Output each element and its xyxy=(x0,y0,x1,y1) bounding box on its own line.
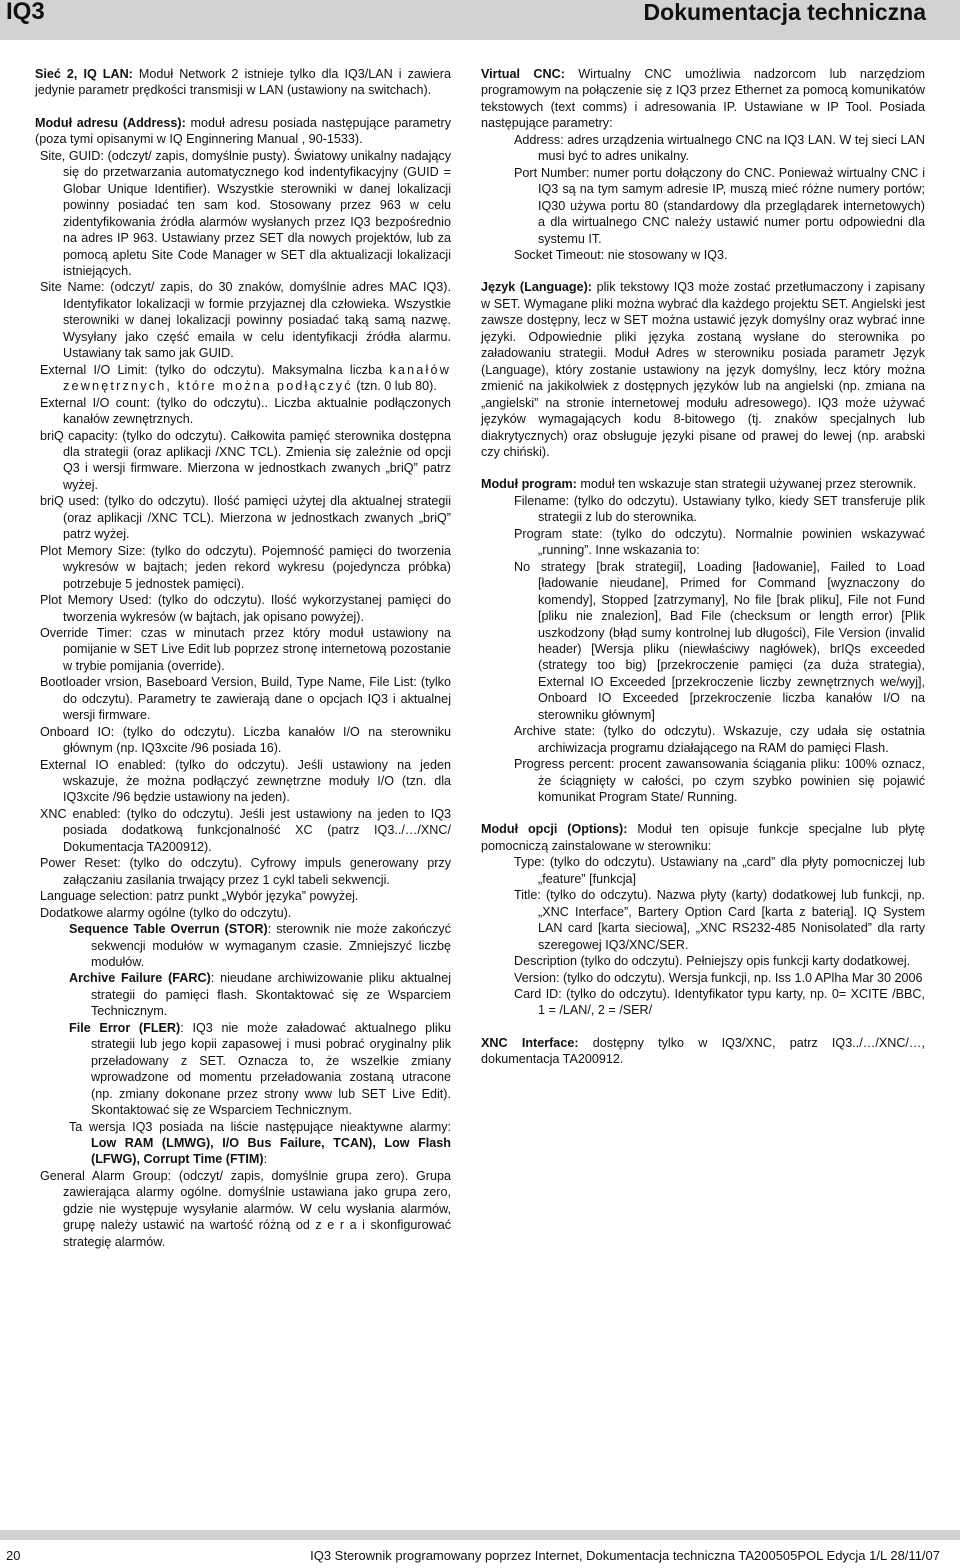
alarm-stor-title: Sequence Table Overrun (STOR) xyxy=(69,922,268,937)
virtual-cnc-text: Wirtualny CNC umożliwia nadzorcom lub narzędziom programowym na połączenie się z IQ3 przez Ethernet za pomocą komunikatów tekstowych (text comms) i adresowania IP. Ustawiane w IP Tool. Posiada następujące parametry: xyxy=(481,67,925,131)
briq-capacity-param: briQ capacity: (tylko do odczytu). Całkowita pamięć sterownika dostępna dla strategii (oraz aplikacji /XNC TCL). Zmienia się zależnie od opcji Q3 i wersji firmware. Mierzona w jednostkach zwanych „briQ” patrz wyżej. xyxy=(40,428,451,492)
program-state-values: No strategy [brak strategii], Loading [ładowanie], Failed to Load [ładowanie nieudane], Primed for Command [wyznaczony do komendy], Stopped [zatrzymany], No file [brak pliku], File not Fund [pliku nie znalezion], Bad File (checksum or length error) [Plik uszkodzony (błąd sumy kontrolnej lub długości), File Version (invalid header) [Wersja pliku (niewłaściwy nagłówek), brIQs exceeded (strategy too big) [przekroczenie pamięci (za duża strategia), External IO Exceeded [przekroczenie liczby zewnętrznych we/wyj], Onboard IO Exceeded [przekroczenie liczba kanałów I/O na sterowniku głównym] xyxy=(514,559,925,722)
plot-memory-used-param: Plot Memory Used: (tylko do odczytu). Ilość wykorzystanej pamięci do tworzenia wykresów (w bajtach, jak opisano powyżej). xyxy=(40,593,451,624)
options-title: Title: (tylko do odczytu). Nazwa płyty (karty) dodatkowej lub funkcji, np. „XNC Interface”, Bartery Option Card [karta z baterią]. IQ System LAN card [karta sieciowa], „XNC RS232-485 Nonisolated” dla rarty szeregowej IQ3/XNC/SER. xyxy=(514,888,925,952)
options-module-title: Moduł opcji (Options): xyxy=(481,822,638,837)
options-version: Version: (tylko do odczytu). Wersja funkcji, np. Iss 1.0 APlha Mar 30 2006 xyxy=(514,970,923,985)
inactive-alarms-text-a: Ta wersja IQ3 posiada na liście następujące nieaktywne alarmy: xyxy=(69,1119,451,1134)
bootloader-param: Bootloader vrsion, Baseboard Version, Build, Type Name, File List: (tylko do odczytu). Parametry te zawierają dane o opcjach IQ3 i aktualnej wersji firmware. xyxy=(40,675,451,723)
virtual-cnc-title: Virtual CNC: xyxy=(481,67,579,81)
alarm-farc-title: Archive Failure (FARC) xyxy=(69,971,211,986)
language-selection-param: Language selection: patrz punkt „Wybór języka” powyżej. xyxy=(40,889,359,904)
general-alarm-text-a: General Alarm Group: (odczyt/ zapis, domyślnie grupa zero). Grupa zawierająca alarmy ogólne. domyślnie ustawiana jako grupa zero, gdzie nie występuje wysyłanie alarmów. W celu wysłania alarmów, grupę należy ustawić na wartość różną od xyxy=(40,1168,451,1233)
language-text: plik tekstowy IQ3 może zostać przetłumaczony i zapisany w SET. Wymagane pliki można wybrać dla każdego projektu SET. Angielski jest zawsze dostępny, lecz w SET można ustawić język domyślny oraz wybrać inne języki. Odpowiednie pliki języka zostaną wysłane do sterownika po załadowaniu strategii. Moduł Adres w sterowniku posiada parametr Język (Language), który zostanie ustawiony na język domyślny, lecz który można zmienić na jakikolwiek z dostępnych języków lub na angielski (np. zmiana na „angielski” na stronie internetowej modułu adresowego). IQ3 może używać języków wymagających kodu 8-bitowego (tj. znaków specjalnych lub diakrytycznych) oraz obsługuje języki pisane od prawej do lewej (np. arabski czy chiński). xyxy=(481,280,925,459)
general-alarm-group-param xyxy=(35,1168,451,1250)
header-document-type: Dokumentacja techniczna xyxy=(643,0,926,25)
external-io-enabled-param: External IO enabled: (tylko do odczytu). Jeśli ustawiony na jeden wskazuje, że można podłączyć zewnętrzne moduły I/O (tzn. dla IQ3xcite /96 będzie ustawiony na jeden). xyxy=(40,757,451,805)
address-module-title: Moduł adresu (Address): xyxy=(35,115,191,130)
site-guid-param: Site, GUID: (odczyt/ zapis, domyślnie pusty). Światowy unikalny nadający się do przetwarzania automatycznego kod indentyfikacyjny (GUID = Globar Unique Identifier). Wszystkie sterowniki w danej lokalizacji powinny posiadać ten sam kod. Stosowany przez 963 w celu zidentyfikowania źródła alarmów wysłanych przez IQ3 bezpośrednio na adres IP 963. Ustawiany przez SET dla nowych projektów, lub za pomocą apletu Site Code Manager w SET dla aktualizacji lokalizacji istniejących. xyxy=(40,148,451,278)
program-progress-percent: Progress percent: procent zawansowania ściągania pliku: 100% oznacz, że ściągnięty w całości, po czym szybko powinien się pojawić komunikat Program State/ Running. xyxy=(514,757,925,805)
power-reset-param: Power Reset: (tylko do odczytu). Cyfrowy impuls generowany przy załączaniu zasilania trwający przez 1 cykl tabeli sekwencji. xyxy=(40,856,451,887)
xnc-interface-paragraph xyxy=(481,1035,925,1068)
language-paragraph xyxy=(481,279,925,460)
network2-text: Moduł Network 2 istnieje tylko dla IQ3/LAN i zawiera jedynie parametr prędkości transmisji w LAN (ustawiony na switchach). xyxy=(35,67,451,98)
site-name-param: Site Name: (odczyt/ zapis, do 30 znaków, domyślnie adres MAC IQ3). Identyfikator lokalizacji w formie przyjaznej dla człowieka. Wszystkie sterowniki w danej lokalizacji powinny posiadać taką samą nazwę. Wysyłany jako część emaila w celu identyfikacji źródła alarmu. Ustawiany tak samo jak GUID. xyxy=(40,280,451,361)
onboard-io-param: Onboard IO: (tylko do odczytu). Liczba kanałów I/O na sterowniku głównym (np. IQ3xcite /96 posiada 16). xyxy=(40,724,451,756)
virtual-cnc-paragraph xyxy=(481,66,925,132)
language-title: Język (Language): xyxy=(481,280,597,295)
alarm-stor-text: : sterownik nie może zakończyć sekwencji modułów w wymaganym czasie. Zmniejszyć liczbę modułów. xyxy=(91,922,451,970)
options-description: Description (tylko do odczytu). Pełniejszy opis funkcji karty dodatkowej. xyxy=(514,954,911,969)
inactive-alarms-text-c: : xyxy=(263,1152,268,1167)
plot-memory-size-param: Plot Memory Size: (tylko do odczytu). Pojemność pamięci do tworzenia wykresów w bajtach; jeden rekord wykresu (pojedyncza próbka) potrzebuje 5 jednostek pamięci). xyxy=(40,543,451,591)
footer-document-info: IQ3 Sterownik programowany poprzez Internet, Dokumentacja techniczna TA200505POL Edycja 1/L 28/11/07 xyxy=(310,1548,940,1563)
address-module-text: moduł adresu posiada następujące parametry (poza tymi opisanymi w IQ Enginnering Manual , 90-1533). xyxy=(35,115,452,147)
program-state: Program state: (tylko do odczytu). Normalnie powinien wskazywać „running”. Inne wskazania to: xyxy=(514,526,925,558)
alarm-fler xyxy=(35,1020,451,1119)
program-filename: Filename: (tylko do odczytu). Ustawiany tylko, kiedy SET transferuje plik strategii z lub do sterownika. xyxy=(514,493,925,525)
external-io-limit-text-c: (tzn. 0 lub 80). xyxy=(352,379,437,394)
options-card-id: Card ID: (tylko do odczytu). Identyfikator typu karty, np. 0= XCITE /BBC, 1 = /LAN/, 2 = /SER/ xyxy=(514,987,925,1018)
options-module-paragraph xyxy=(481,821,925,854)
alarm-farc-text: : nieudane archiwizowanie pliku aktualnej strategii do pamięci flash. Skontaktować się ze Wsparciem Technicznym. xyxy=(91,971,451,1019)
alarm-fler-title: File Error (FLER) xyxy=(69,1020,181,1035)
network2-title: Sieć 2, IQ LAN: xyxy=(35,67,139,81)
options-module-text: Moduł ten opisuje funkcje specjalne lub płytę pomocniczą zainstalowane w sterowniku: xyxy=(481,822,925,853)
header-product-name: IQ3 xyxy=(6,0,45,25)
page-header xyxy=(0,0,960,40)
inactive-alarms-list: Low RAM (LMWG), I/O Bus Failure, TCAN), Low Flash (LFWG), Corrupt Time (FTIM) xyxy=(91,1136,451,1167)
address-module-paragraph xyxy=(35,115,451,148)
virtual-cnc-address: Address: adres urządzenia wirtualnego CNC na IQ3 LAN. W tej sieci LAN musi być to adres unikalny. xyxy=(514,132,925,164)
options-type: Type: (tylko do odczytu). Ustawiany na „card” dla płyty pomocniczej lub „feature” [funkcja] xyxy=(514,855,925,886)
general-alarm-text-c: i skonfigurować strategię alarmów. xyxy=(63,1218,451,1249)
override-timer-param: Override Timer: czas w minutach przez który moduł ustawiony na pomijanie w SET Live Edit lub poprzez stronę internetową pozostanie w trybie pomijania (override). xyxy=(40,625,451,673)
extra-alarms-param: Dodatkowe alarmy ogólne (tylko do odczytu). xyxy=(40,905,292,920)
xnc-enabled-param: XNC enabled: (tylko do odczytu). Jeśli jest ustawiony na jeden to IQ3 posiada dodatkową funkcjonalność XC (patrz IQ3../…/XNC/ Dokumentacja TA200912). xyxy=(40,806,451,854)
page-footer xyxy=(0,1548,960,1568)
xnc-interface-text: dostępny tylko w IQ3/XNC, patrz IQ3../…/XNC/…, dokumentacja TA200912. xyxy=(481,1035,925,1067)
external-io-limit-param xyxy=(35,362,451,395)
page-number: 20 xyxy=(6,1548,21,1563)
inactive-alarms-note xyxy=(35,1119,451,1168)
program-module-title: Moduł program: xyxy=(481,477,581,492)
left-column xyxy=(35,66,451,1250)
xnc-interface-title: XNC Interface: xyxy=(481,1035,593,1050)
external-io-count-param: External I/O count: (tylko do odczytu).. Liczba aktualnie podłączonych kanałów zewnętrznych. xyxy=(40,395,451,427)
general-alarm-text-b: z e r a xyxy=(315,1218,357,1233)
external-io-limit-text-b: kanałów zewnętrznych, które można podłączyć xyxy=(63,362,451,394)
program-module-paragraph xyxy=(481,476,925,492)
external-io-limit-text-a: External I/O Limit: (tylko do odczytu). Maksymalna liczba xyxy=(40,362,390,377)
briq-used-param: briQ used: (tylko do odczytu). Ilość pamięci użytej dla aktualnej strategii (oraz aplikacji /XNC TCL). Mierzona w jednostkach zwanych „briQ” patrz wyżej. xyxy=(40,494,451,542)
network2-paragraph xyxy=(35,66,451,99)
footer-divider xyxy=(0,1530,960,1540)
right-column xyxy=(481,66,925,1068)
alarm-fler-text: : IQ3 nie może załadować aktualnego pliku strategii lub jego kopii zapasowej i musi pobrać oryginalny plik przeładowany z SET. Oznacza to, że wszelkie zmiany wprowadzone od momentu przeładowania zostaną utracone (np. zmiany dokonane przez strony www lub SET Live Edit). Skontaktować się ze Wsparciem Technicznym. xyxy=(91,1020,451,1118)
virtual-cnc-port: Port Number: numer portu dołączony do CNC. Ponieważ wirtualny CNC i IQ3 są na tym samym adresie IP, muszą mieć różne numery portów; IQ30 używa portu 80 (standardowy dla przeglądarek internetowych) a dla wirtualnego CNC należy ustawić numer portu odpowiedni dla systemu IT. xyxy=(514,165,925,246)
program-module-text: moduł ten wskazuje stan strategii używanej przez sterownik. xyxy=(580,477,917,492)
alarm-farc xyxy=(35,970,451,1019)
virtual-cnc-timeout: Socket Timeout: nie stosowany w IQ3. xyxy=(514,247,728,262)
alarm-stor xyxy=(35,921,451,970)
program-archive-state: Archive state: (tylko do odczytu). Wskazuje, czy udała się ostatnia archiwizacja programu działającego na RAM do pamięci Flash. xyxy=(514,724,925,755)
